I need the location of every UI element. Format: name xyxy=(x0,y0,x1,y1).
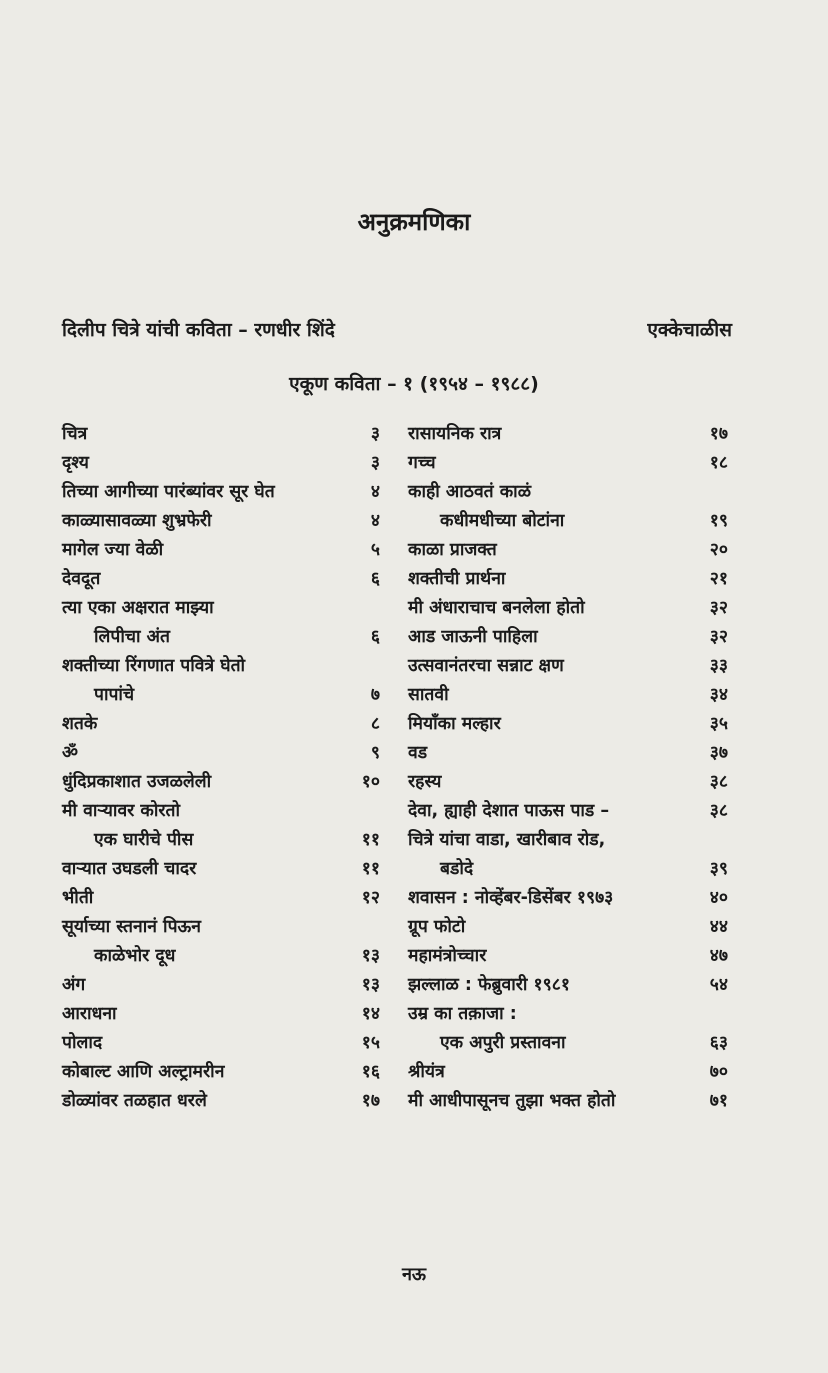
toc-entry-page: ३५ xyxy=(709,714,728,734)
toc-entry xyxy=(62,971,380,1000)
toc-right-column xyxy=(408,420,728,1116)
toc-entry-page: ४४ xyxy=(709,917,728,937)
toc-entry-page: ११ xyxy=(361,859,380,879)
toc-entry xyxy=(408,797,728,826)
toc-entry xyxy=(62,449,380,478)
toc-entry xyxy=(408,739,728,768)
toc-entry-page: १५ xyxy=(361,1033,380,1053)
toc-entry-page: १७ xyxy=(361,1091,380,1111)
toc-entry xyxy=(408,855,728,884)
toc-entry xyxy=(408,768,728,797)
toc-entry xyxy=(408,420,728,449)
toc-entry xyxy=(62,652,380,681)
toc-entry-page: १३ xyxy=(361,946,380,966)
toc-entry-title: ॐ xyxy=(62,743,78,763)
toc-entry-title: पोलाद xyxy=(62,1033,103,1053)
toc-entry-page: ३७ xyxy=(709,743,728,763)
toc-entry xyxy=(62,478,380,507)
toc-entry xyxy=(408,1000,728,1029)
toc-entry-title: भीती xyxy=(62,888,94,908)
toc-entry-title: मागेल ज्या वेळी xyxy=(62,540,164,560)
toc-entry xyxy=(408,710,728,739)
toc-entry-page: ६ xyxy=(370,627,380,647)
toc-entry-title-continued: पापांचे xyxy=(94,685,135,705)
toc-entry-page: १६ xyxy=(361,1062,380,1082)
toc-entry-page: ५ xyxy=(370,540,380,560)
toc-entry-title-continued: लिपीचा अंत xyxy=(94,627,170,647)
toc-entry xyxy=(408,623,728,652)
toc-entry-title: काळा प्राजक्त xyxy=(408,540,497,560)
toc-entry-page: ३९ xyxy=(709,859,728,879)
toc-entry-title: तिच्या आगीच्या पारंब्यांवर सूर घेत xyxy=(62,482,275,502)
toc-entry xyxy=(62,565,380,594)
toc-entry-title: त्या एका अक्षरात माझ्या xyxy=(62,598,214,618)
toc-entry-title: उम्र का तक़ाजा : xyxy=(408,1004,517,1024)
toc-entry xyxy=(62,507,380,536)
toc-entry xyxy=(408,478,728,507)
toc-entry xyxy=(62,1029,380,1058)
toc-entry xyxy=(62,681,380,710)
page-title: अनुक्रमणिका xyxy=(357,208,471,236)
toc-entry-page: १४ xyxy=(361,1004,380,1024)
toc-entry xyxy=(408,536,728,565)
toc-entry-page: ७१ xyxy=(709,1091,728,1111)
toc-entry xyxy=(62,855,380,884)
toc-entry-title: देवदूत xyxy=(62,569,101,589)
toc-entry xyxy=(62,739,380,768)
toc-entry xyxy=(408,913,728,942)
toc-entry-page: ३८ xyxy=(709,772,728,792)
toc-entry xyxy=(62,768,380,797)
toc-entry xyxy=(408,884,728,913)
toc-entry xyxy=(62,913,380,942)
toc-entry-title-continued: एक अपुरी प्रस्तावना xyxy=(440,1033,566,1053)
toc-entry-title: डोळ्यांवर तळहात धरले xyxy=(62,1091,207,1111)
toc-entry-title-continued: एक घारीचे पीस xyxy=(94,830,194,850)
toc-entry-title: कोबाल्ट आणि अल्ट्रामरीन xyxy=(62,1062,225,1082)
toc-entry xyxy=(408,971,728,1000)
toc-entry-title: चित्रे यांचा वाडा, खारीबाव रोड, xyxy=(408,830,606,850)
toc-entry-title: आराधना xyxy=(62,1004,117,1024)
toc-entry-title: गच्च xyxy=(408,453,436,473)
toc-entry-page: ३३ xyxy=(709,656,728,676)
toc-entry-page: १२ xyxy=(361,888,380,908)
toc-entry xyxy=(408,826,728,855)
toc-entry-page: ७० xyxy=(709,1062,728,1082)
toc-entry xyxy=(62,536,380,565)
toc-entry-title: मी वाऱ्यावर कोरतो xyxy=(62,801,181,821)
toc-entry-title: झल्लाळ : फेब्रुवारी १९८१ xyxy=(408,975,570,995)
toc-entry xyxy=(62,826,380,855)
toc-entry-title: उत्सवानंतरचा सन्नाट क्षण xyxy=(408,656,564,676)
toc-entry-page: ३४ xyxy=(709,685,728,705)
toc-entry-title: सातवी xyxy=(408,685,449,705)
toc-entry xyxy=(62,594,380,623)
toc-entry xyxy=(62,1000,380,1029)
page-number: नऊ xyxy=(401,1264,427,1285)
toc-entry-title-continued: काळेभोर दूध xyxy=(94,946,176,966)
toc-entry-title: वड xyxy=(408,743,428,763)
toc-entry-title: रासायनिक रात्र xyxy=(408,424,502,444)
toc-entry-title: चित्र xyxy=(62,424,88,444)
toc-entry-title: महामंत्रोच्चार xyxy=(408,946,487,966)
toc-entry xyxy=(62,1087,380,1116)
toc-entry-page: ८ xyxy=(370,714,380,734)
toc-entry-page: १३ xyxy=(361,975,380,995)
toc-entry-title: आड जाऊनी पाहिला xyxy=(408,627,538,647)
toc-entry-page: ६३ xyxy=(709,1033,728,1053)
toc-entry-title: श्रीयंत्र xyxy=(408,1062,445,1082)
toc-entry xyxy=(408,594,728,623)
intro-page: एक्केचाळीस xyxy=(647,319,732,341)
toc-entry xyxy=(62,884,380,913)
toc-entry-page: १८ xyxy=(709,453,728,473)
toc-entry-page: २० xyxy=(709,540,728,560)
toc-entry xyxy=(62,797,380,826)
toc-entry xyxy=(408,565,728,594)
toc-entry-title: मी अंधाराचाच बनलेला होतो xyxy=(408,598,585,618)
toc-entry-title: धुंदिप्रकाशात उजळलेली xyxy=(62,772,212,792)
toc-entry-page: ७ xyxy=(370,685,380,705)
toc-entry-title: अंग xyxy=(62,975,86,995)
toc-entry-title: देवा, ह्याही देशात पाऊस पाड – xyxy=(408,801,610,821)
toc-entry-page: ४ xyxy=(370,511,380,531)
toc-entry xyxy=(62,710,380,739)
toc-entry-page: २१ xyxy=(709,569,728,589)
intro-title: दिलीप चित्रे यांची कविता – रणधीर शिंदे xyxy=(62,319,335,341)
toc-entry xyxy=(408,1058,728,1087)
section-title: एकूण कविता – १ (१९५४ – १९८८) xyxy=(289,373,539,395)
toc-entry-page: ३२ xyxy=(709,627,728,647)
toc-entry-page: १७ xyxy=(709,424,728,444)
toc-entry-page: ३८ xyxy=(709,801,728,821)
toc-entry-title-continued: बडोदे xyxy=(440,859,474,879)
toc-entry xyxy=(408,449,728,478)
toc-entry-title: ग्रूप फोटो xyxy=(408,917,466,937)
toc-entry xyxy=(408,507,728,536)
toc-entry-title: शतके xyxy=(62,714,98,734)
toc-entry xyxy=(408,942,728,971)
toc-left-column xyxy=(62,420,380,1116)
toc-entry-title: मी आधीपासूनच तुझा भक्त होतो xyxy=(408,1091,616,1111)
toc-entry-title: शक्तीच्या रिंगणात पवित्रे घेतो xyxy=(62,656,246,676)
toc-entry xyxy=(62,1058,380,1087)
toc-entry-page: ४ xyxy=(370,482,380,502)
toc-entry-title: मियाँका मल्हार xyxy=(408,714,501,734)
toc-entry-title: काळ्यासावळ्या शुभ्रफेरी xyxy=(62,511,212,531)
toc-entry-page: ११ xyxy=(361,830,380,850)
toc-entry-page: ५४ xyxy=(709,975,728,995)
toc-entry-title: दृश्य xyxy=(62,453,89,473)
toc-entry-page: ९ xyxy=(370,743,380,763)
toc-entry xyxy=(62,942,380,971)
toc-entry-title: रहस्य xyxy=(408,772,442,792)
toc-entry-title: काही आठवतं काळं xyxy=(408,482,532,502)
toc-entry xyxy=(408,1087,728,1116)
toc-entry-page: ३२ xyxy=(709,598,728,618)
toc-entry-page: ३ xyxy=(370,453,380,473)
toc-entry-title: सूर्याच्या स्तनानं पिऊन xyxy=(62,917,201,937)
toc-entry xyxy=(408,1029,728,1058)
intro-entry xyxy=(62,316,732,342)
toc-entry-page: ३ xyxy=(370,424,380,444)
toc-entry-title: शवासन : नोव्हेंबर-डिसेंबर १९७३ xyxy=(408,888,614,908)
toc-entry xyxy=(62,420,380,449)
toc-entry-page: ६ xyxy=(370,569,380,589)
toc-entry-title-continued: कधीमधीच्या बोटांना xyxy=(440,511,565,531)
toc-entry-page: ४० xyxy=(709,888,728,908)
toc-entry xyxy=(62,623,380,652)
toc-entry-title: शक्तीची प्रार्थना xyxy=(408,569,506,589)
toc-entry xyxy=(408,681,728,710)
toc-entry xyxy=(408,652,728,681)
toc-entry-page: ४७ xyxy=(709,946,728,966)
toc-entry-title: वाऱ्यात उघडली चादर xyxy=(62,859,197,879)
toc-entry-page: १९ xyxy=(709,511,728,531)
toc-entry-page: १० xyxy=(361,772,380,792)
